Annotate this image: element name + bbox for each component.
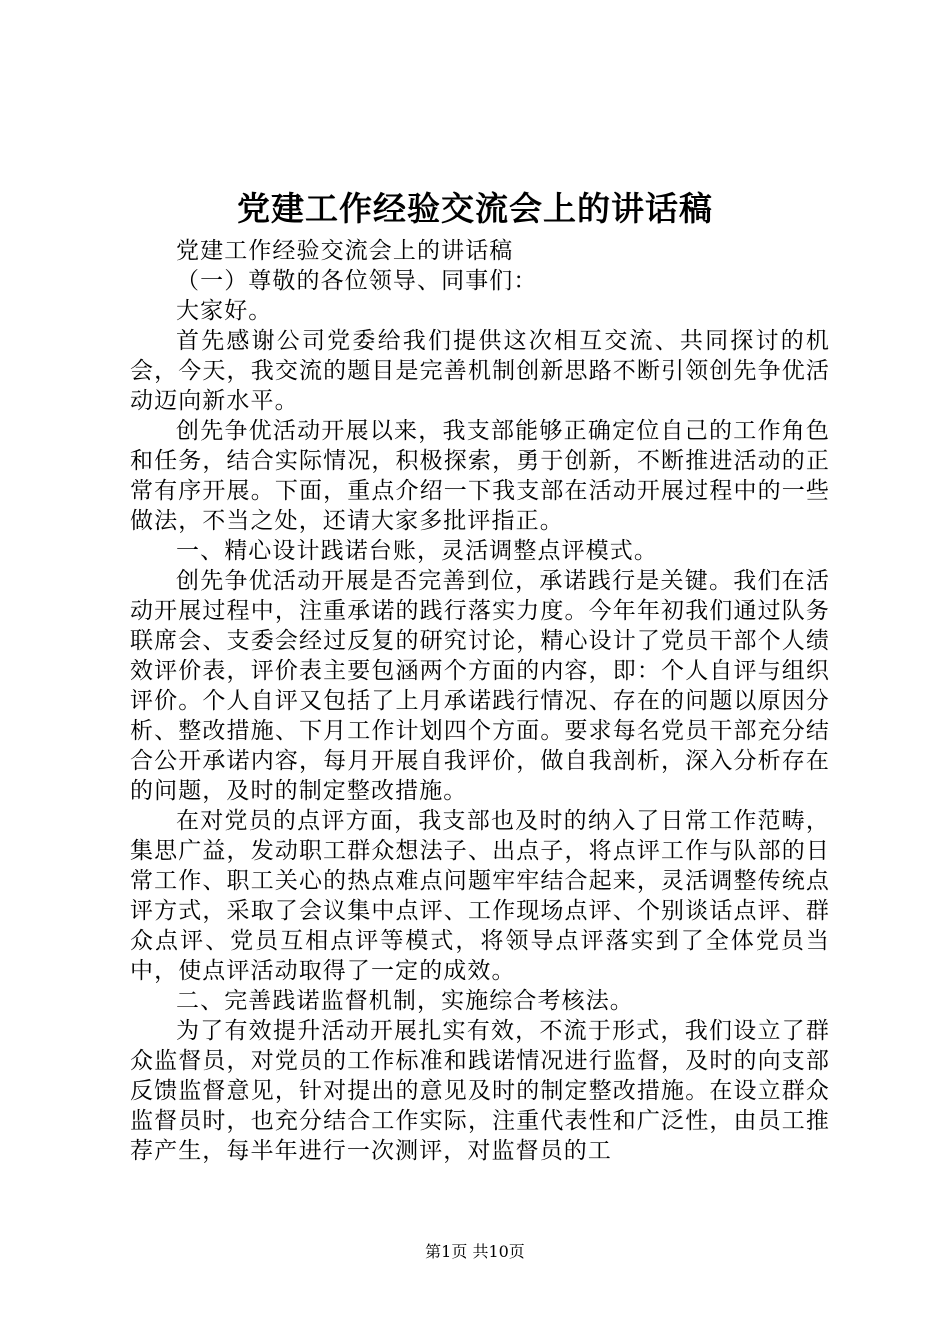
- paragraph: 创先争优活动开展是否完善到位，承诺践行是关键。我们在活动开展过程中，注重承诺的践行落实力度。今年年初我们通过队务联席会、支委会经过反复的研究讨论，精心设计了党员干部个人绩效评价表，评价表主要包涵两个方面的内容，即：个人自评与组织评价。个人自评又包括了上月承诺践行情况、存在的问题以原因分析、整改措施、下月工作计划四个方面。要求每名党员干部充分结合公开承诺内容，每月开展自我评价，做自我剖析，深入分析存在的问题，及时的制定整改措施。: [130, 568, 830, 804]
- document-body: [130, 236, 830, 1166]
- paragraph: 为了有效提升活动开展扎实有效，不流于形式，我们设立了群众监督员，对党员的工作标准和践诺情况进行监督，及时的向支部反馈监督意见，针对提出的意见及时的制定整改措施。在设立群众监督员时，也充分结合工作实际，注重代表性和广泛性，由员工推荐产生，每半年进行一次测评，对监督员的工: [130, 1018, 830, 1164]
- paragraph: 在对党员的点评方面，我支部也及时的纳入了日常工作范畴，集思广益，发动职工群众想法子、出点子，将点评工作与队部的日常工作、职工关心的热点难点问题牢牢结合起来，灵活调整传统点评方式，采取了会议集中点评、工作现场点评、个别谈话点评、群众点评、党员互相点评等模式，将领导点评落实到了全体党员当中，使点评活动取得了一定的成效。: [130, 808, 830, 984]
- paragraph: 首先感谢公司党委给我们提供这次相互交流、共同探讨的机会，今天，我交流的题目是完善机制创新思路不断引领创先争优活动迈向新水平。: [130, 328, 830, 414]
- paragraph: （一）尊敬的各位领导、同事们：: [176, 268, 538, 294]
- document-title: 党建工作经验交流会上的讲话稿: [237, 189, 713, 228]
- section-heading: 二、完善践诺监督机制，实施综合考核法。: [176, 988, 634, 1014]
- section-heading: 一、精心设计践诺台账，灵活调整点评模式。: [176, 538, 658, 564]
- paragraph: 创先争优活动开展以来，我支部能够正确定位自己的工作角色和任务，结合实际情况，积极探索，勇于创新，不断推进活动的正常有序开展。下面，重点介绍一下我支部在活动开展过程中的一些做法，不当之处，还请大家多批评指正。: [130, 418, 830, 534]
- paragraph: 党建工作经验交流会上的讲话稿: [176, 238, 514, 264]
- paragraph: 大家好。: [176, 298, 273, 324]
- page-footer: 第1页 共10页: [425, 1242, 525, 1261]
